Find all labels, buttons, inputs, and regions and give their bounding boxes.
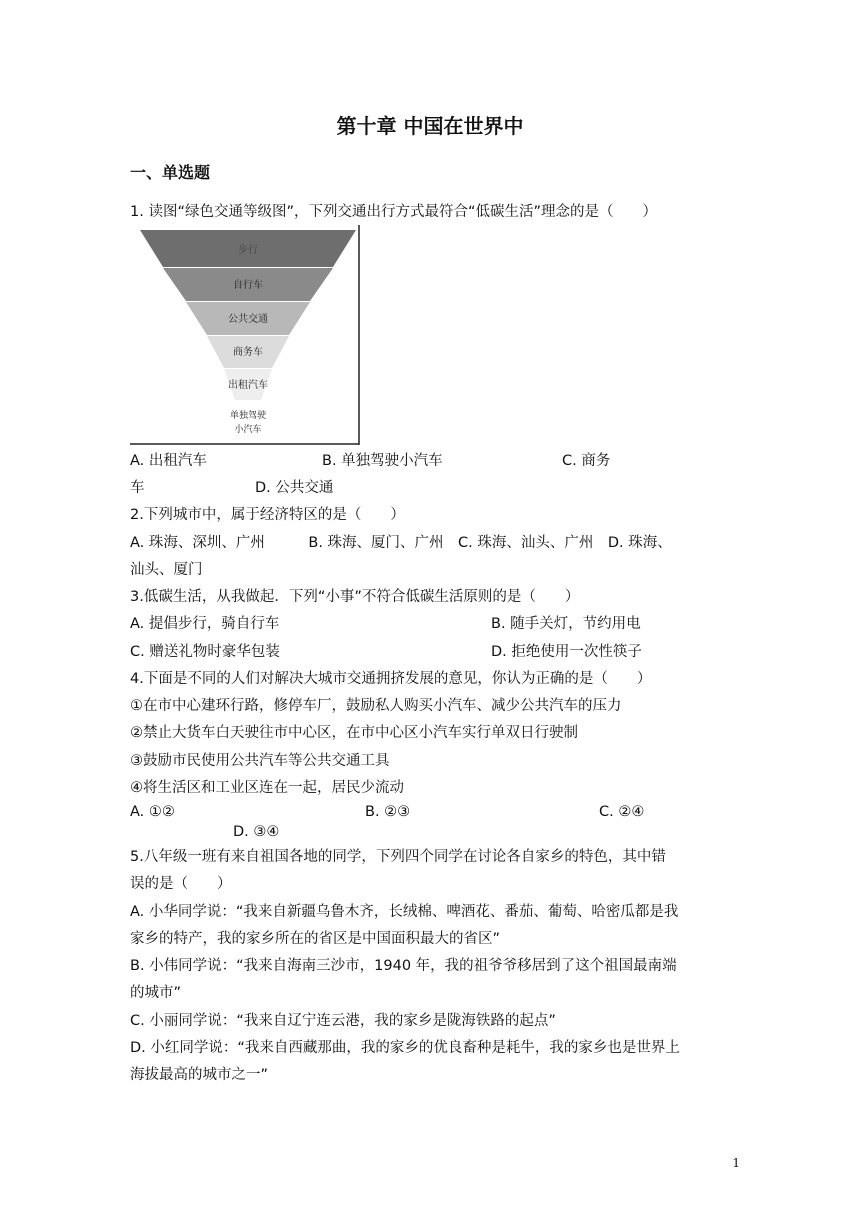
q4-item-4: ④将生活区和工业区连在一起，居民少流动 <box>130 780 404 796</box>
q4-option-d: D. ③④ <box>233 824 280 840</box>
q3-stem: 3.低碳生活，从我做起．下列“小事”不符合低碳生活原则的是（ ） <box>130 589 580 605</box>
q4-option-a: A. ①② <box>130 804 175 820</box>
q5-stem-cont: 误的是（ ） <box>130 876 232 892</box>
page-number: 1 <box>732 1156 740 1170</box>
pyramid-label-3: 公共交通 <box>228 314 268 325</box>
pyramid-label-7: 小汽车 <box>234 425 262 435</box>
q2-options-cont: 汕头、厦门 <box>130 562 203 578</box>
q1-option-b: B. 单独驾驶小汽车 <box>322 453 443 469</box>
q5-option-d: D. 小红同学说：“我来自西藏那曲，我的家乡的优良畜种是耗牛，我的家乡也是世界上 <box>130 1040 680 1056</box>
pyramid-label-1: 步行 <box>238 245 258 256</box>
section-heading: 一、单选题 <box>130 163 211 182</box>
q3-option-c: C. 赠送礼物时豪华包装 <box>130 644 280 660</box>
pyramid-label-2: 自行车 <box>233 280 263 291</box>
q4-option-c: C. ②④ <box>599 804 645 820</box>
q5-option-d-cont: 海拔最高的城市之一” <box>130 1067 269 1083</box>
q5-option-b: B. 小伟同学说：“我来自海南三沙市，1940 年，我的祖爷爷移居到了这个祖国最南端 <box>130 958 677 974</box>
q4-item-3: ③鼓励市民使用公共汽车等公共交通工具 <box>130 753 390 769</box>
q3-option-b: B. 随手关灯，节约用电 <box>491 616 641 632</box>
q4-item-2: ②禁止大货车白天驶往市中心区，在市中心区小汽车实行单双日行驶制 <box>130 725 578 741</box>
q2-stem: 2.下列城市中，属于经济特区的是（ ） <box>130 507 405 523</box>
pyramid-label-6: 单独驾驶 <box>229 411 267 421</box>
q5-stem: 5.八年级一班有来自祖国各地的同学，下列四个同学在讨论各自家乡的特色，其中错 <box>130 849 666 865</box>
q1-option-d: D. 公共交通 <box>255 480 334 496</box>
q3-option-d: D. 拒绝使用一次性筷子 <box>491 644 642 660</box>
q1-option-c: C. 商务 <box>562 453 611 469</box>
q5-option-a-cont: 家乡的特产，我的家乡所在的省区是中国面积最大的省区” <box>130 931 501 947</box>
document-title: 第十章 中国在世界中 <box>336 114 524 138</box>
q5-option-c: C. 小丽同学说：“我来自辽宁连云港，我的家乡是陇海铁路的起点” <box>130 1013 556 1029</box>
green-transport-pyramid-figure <box>130 225 361 445</box>
q1-option-a: A. 出租汽车 <box>130 453 207 469</box>
q2-options: A. 珠海、深圳、广州 B. 珠海、厦门、广州 C. 珠海、汕头、广州 D. 珠海、 <box>130 535 672 551</box>
q4-item-1: ①在市中心建环行路，修停车厂，鼓励私人购买小汽车、减少公共汽车的压力 <box>130 698 622 714</box>
q4-option-b: B. ②③ <box>365 804 411 820</box>
pyramid-label-5: 出租汽车 <box>228 380 268 391</box>
q5-option-b-cont: 的城市” <box>130 985 182 1001</box>
q1-option-c-cont: 车 <box>130 480 145 496</box>
q4-stem: 4.下面是不同的人们对解决大城市交通拥挤发展的意见，你认为正确的是（ ） <box>130 671 652 687</box>
q5-option-a: A. 小华同学说：“我来自新疆乌鲁木齐，长绒棉、啤酒花、番茄、葡萄、哈密瓜都是我 <box>130 904 679 920</box>
pyramid-label-4: 商务车 <box>233 347 263 358</box>
q3-option-a: A. 提倡步行，骑自行车 <box>130 616 280 632</box>
q1-stem: 1. 读图“绿色交通等级图”，下列交通出行方式最符合“低碳生活”理念的是（ ） <box>130 204 657 220</box>
